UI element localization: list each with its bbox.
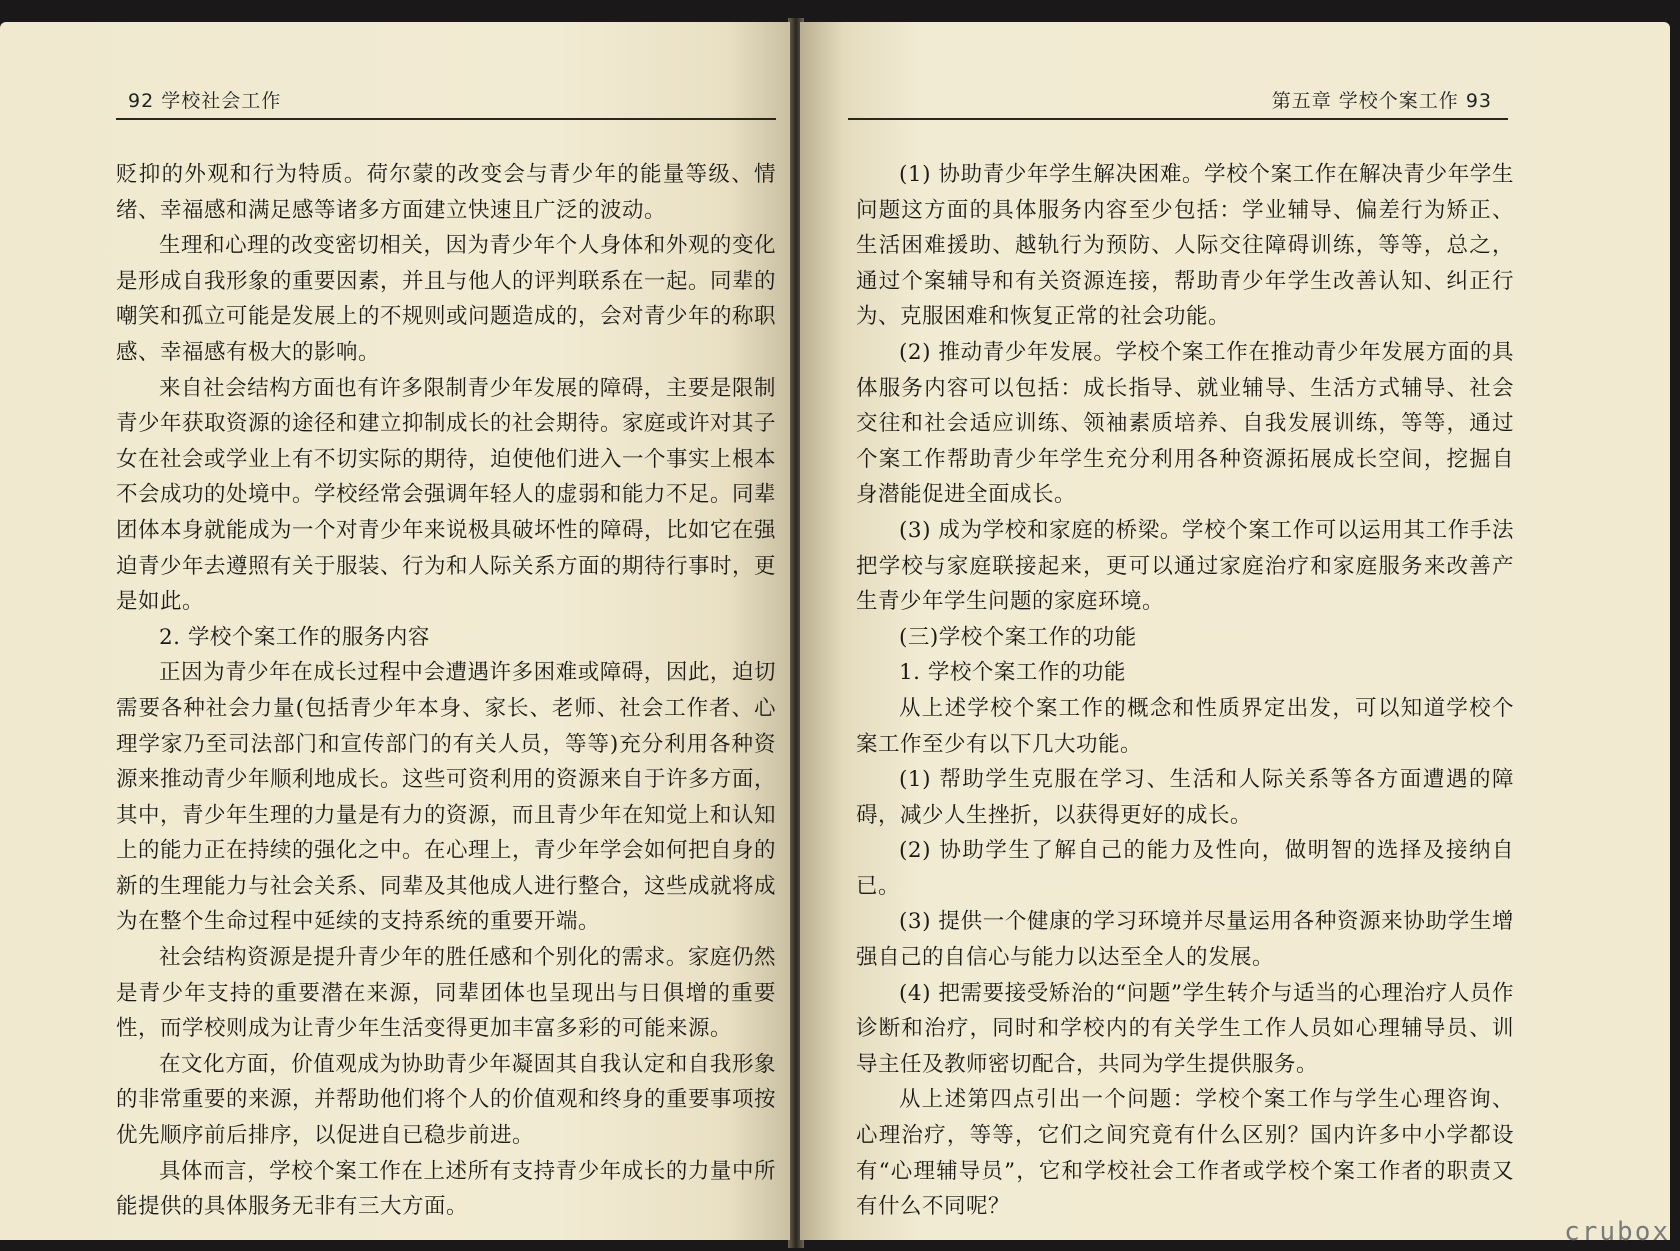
right-section-heading: (三)学校个案工作的功能 (899, 624, 1137, 650)
right-paragraph-2: (2) 推动青少年发展。学校个案工作在推动青少年发展方面的具体服务内容可以包括：成长指导、就业辅导、生活方式辅导、社会交往和社会适应训练、领袖素质培养、自我发展训练，等等，通过个案工作帮助青少年学生充分利用各种资源拓展成长空间，挖掘自身潜能促进全面成长。 (856, 339, 1514, 508)
left-page (0, 22, 790, 1240)
right-page (800, 22, 1670, 1240)
right-body-text (856, 157, 1514, 1225)
left-body-text (116, 157, 776, 1225)
right-paragraph-3: (3) 成为学校和家庭的桥梁。学校个案工作可以运用其工作手法把学校与家庭联接起来，更可以通过家庭治疗和家庭服务来改善产生青少年学生问题的家庭环境。 (856, 517, 1514, 615)
right-header-rule (848, 118, 1508, 120)
right-running-header: 第五章 学校个案工作 93 (1271, 90, 1492, 112)
left-paragraph-7: 在文化方面，价值观成为协助青少年凝固其自我认定和自我形象的非常重要的来源，并帮助他们将个人的价值观和终身的重要事项按优先顺序前后排序，以促进自已稳步前进。 (116, 1051, 777, 1149)
left-paragraph-6: 社会结构资源是提升青少年的胜任感和个别化的需求。家庭仍然是青少年支持的重要潜在来源，同辈团体也呈现出与日俱增的重要性，而学校则成为让青少年生活变得更加丰富多彩的可能来源。 (116, 945, 776, 1042)
right-paragraph-10: (4) 把需要接受矫治的“问题”学生转介与适当的心理治疗人员作诊断和治疗，同时和学校内的有关学生工作人员如心理辅导员、训导主任及教师密切配合，共同为学生提供服务。 (856, 980, 1514, 1077)
right-paragraph-9: (3) 提供一个健康的学习环境并尽量运用各种资源来协助学生增强自己的自信心与能力以达至全人的发展。 (856, 909, 1514, 971)
right-paragraph-7: (1) 帮助学生克服在学习、生活和人际关系等各方面遭遇的障碍，减少人生挫折，以获得更好的成长。 (856, 767, 1514, 828)
left-running-header: 92 学校社会工作 (128, 90, 282, 112)
left-paragraph-3: 来自社会结构方面也有许多限制青少年发展的障碍，主要是限制青少年获取资源的途径和建立抑制成长的社会期待。家庭或许对其子女在社会或学业上有不切实际的期待，迫使他们进入一个事实上根本不会成功的处境中。学校经常会强调年轻人的虚弱和能力不足。同辈团体本身就能成为一个对青少年来说极具破坏性的障碍，比如它在强迫青少年去遵照有关于服装、行为和人际关系方面的期待行事时，更是如此。 (116, 375, 777, 615)
left-header-rule (116, 118, 776, 120)
right-paragraph-8: (2) 协助学生了解自己的能力及性向，做明智的选择及接纳自已。 (856, 838, 1514, 899)
left-paragraph-1: 贬抑的外观和行为特质。荷尔蒙的改变会与青少年的能量等级、情绪、幸福感和满足感等诸多方面建立快速且广泛的波动。 (116, 162, 776, 223)
watermark-text: crubox (1564, 1217, 1670, 1247)
right-paragraph-6: 从上述学校个案工作的概念和性质界定出发，可以知道学校个案工作至少有以下几大功能。 (856, 695, 1514, 757)
left-paragraph-2: 生理和心理的改变密切相关，因为青少年个人身体和外观的变化是形成自我形象的重要因素，并且与他人的评判联系在一起。同辈的嘲笑和孤立可能是发展上的不规则或问题造成的，会对青少年的称职感、幸福感有极大的影响。 (116, 233, 777, 365)
right-subsection-heading: 1. 学校个案工作的功能 (899, 660, 1126, 686)
left-section-heading: 2. 学校个案工作的服务内容 (159, 624, 430, 650)
left-paragraph-5: 正因为青少年在成长过程中会遭遇许多困难或障碍，因此，迫切需要各种社会力量(包括青少年本身、家长、老师、社会工作者、心理学家乃至司法部门和宣传部门的有关人员，等等)充分利用各种资源来推动青少年顺利地成长。这些可资利用的资源来自于许多方面，其中，青少年生理的力量是有力的资源，而且青少年在知觉上和认知上的能力正在持续的强化之中。在心理上，青少年学会如何把自身的新的生理能力与社会关系、同辈及其他成人进行整合，这些成就将成为在整个生命过程中延续的支持系统的重要开端。 (116, 660, 777, 935)
right-paragraph-1: (1) 协助青少年学生解决困难。学校个案工作在解决青少年学生问题这方面的具体服务内容至少包括：学业辅导、偏差行为矫正、生活困难援助、越轨行为预防、人际交往障碍训练，等等，总之，通过个案辅导和有关资源连接，帮助青少年学生改善认知、纠正行为、克服困难和恢复正常的社会功能。 (856, 162, 1514, 330)
left-paragraph-8: 具体而言，学校个案工作在上述所有支持青少年成长的力量中所能提供的具体服务无非有三大方面。 (116, 1158, 776, 1220)
right-paragraph-11: 从上述第四点引出一个问题：学校个案工作与学生心理咨询、心理治疗，等等，它们之间究竟有什么区别？国内许多中小学都设有“心理辅导员”，它和学校社会工作者或学校个案工作者的职责又有什么不同呢？ (856, 1087, 1514, 1220)
